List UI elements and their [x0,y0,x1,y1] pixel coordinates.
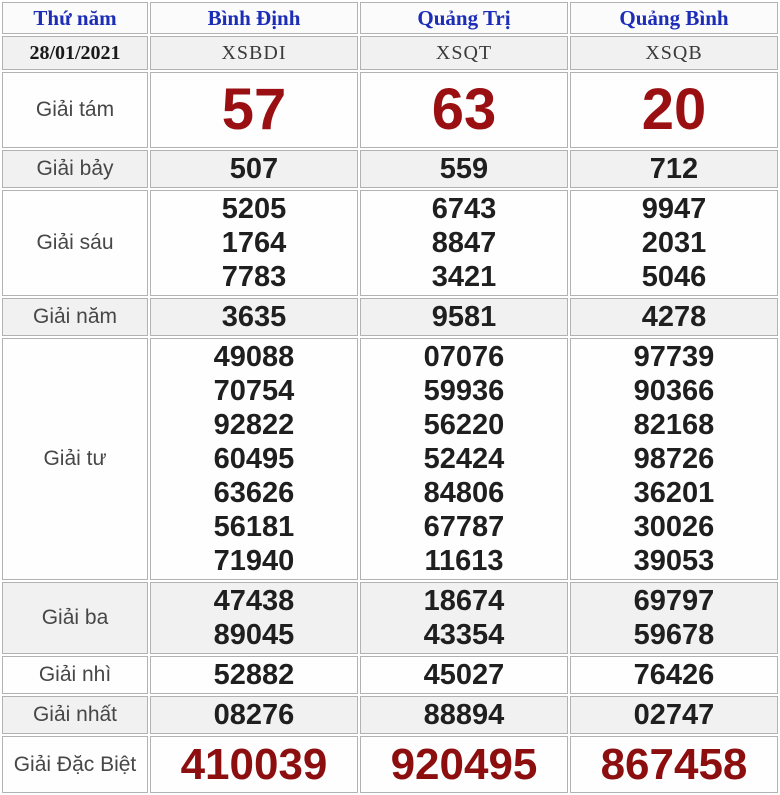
prize-number: 82168 [633,409,715,441]
prize-number: 56181 [213,511,295,543]
prize-numbers-cell [150,696,358,734]
prize-row [2,656,778,694]
prize-number: 59678 [633,619,715,651]
prize-number: 08276 [213,699,295,731]
prize-number: 39053 [633,545,715,577]
prize-label: Giải tám [2,72,148,148]
prize-number: 3421 [431,261,497,293]
prize-numbers-cell [360,656,568,694]
prize-number: 559 [439,153,489,185]
prize-number: 92822 [213,409,295,441]
prize-number: 7783 [221,261,287,293]
prize-label: Giải ba [2,582,148,654]
lottery-code-xsbdi: XSBDI [150,36,358,70]
lottery-code-xsqb: XSQB [570,36,778,70]
province-header-quang-tri: Quảng Trị [360,2,568,34]
prize-numbers-cell [150,298,358,336]
prize-number: 84806 [423,477,505,509]
prize-number: 30026 [633,511,715,543]
prize-number: 8847 [431,227,497,259]
prize-number: 59936 [423,375,505,407]
prize-number: 9581 [431,301,497,333]
prize-number: 9947 [641,193,707,225]
prize-numbers-cell [360,338,568,580]
prize-number: 88894 [423,699,505,731]
prize-label: Giải bảy [2,150,148,188]
prize-number: 507 [229,153,279,185]
prize-number: 867458 [600,740,748,789]
prize-number: 63626 [213,477,295,509]
prize-number: 47438 [213,585,295,617]
prize-number: 5205 [221,193,287,225]
prize-number: 43354 [423,619,505,651]
subheader-row [2,36,778,70]
prize-number: 69797 [633,585,715,617]
prize-number: 36201 [633,477,715,509]
prize-number: 712 [649,153,699,185]
prize-numbers-cell [570,190,778,296]
prize-number: 60495 [213,443,295,475]
prize-numbers-cell [360,298,568,336]
prize-numbers-cell [360,190,568,296]
prize-numbers-cell [570,582,778,654]
prize-number: 2031 [641,227,707,259]
prize-number: 76426 [633,659,715,691]
prize-numbers-cell [570,656,778,694]
prize-numbers-cell [360,150,568,188]
prize-numbers-cell [570,338,778,580]
prize-numbers-cell [360,696,568,734]
prize-label: Giải Đặc Biệt [2,736,148,793]
prize-numbers-cell [150,656,358,694]
prize-number: 6743 [431,193,497,225]
prize-label: Giải tư [2,338,148,580]
prize-number: 5046 [641,261,707,293]
prize-number: 3635 [221,301,287,333]
prize-number: 920495 [390,740,538,789]
prize-row [2,696,778,734]
province-header-quang-binh: Quảng Bình [570,2,778,34]
prize-number: 52424 [423,443,505,475]
prize-number: 07076 [423,341,505,373]
prize-numbers-cell [150,72,358,148]
header-row [2,2,778,34]
prize-label: Giải sáu [2,190,148,296]
prize-number: 56220 [423,409,505,441]
prize-numbers-cell [570,72,778,148]
prize-number: 4278 [641,301,707,333]
prize-numbers-cell [150,736,358,793]
prize-number: 18674 [423,585,505,617]
prize-number: 63 [431,77,497,142]
prize-numbers-cell [570,150,778,188]
prize-row [2,298,778,336]
prize-number: 52882 [213,659,295,691]
prize-number: 02747 [633,699,715,731]
draw-date: 28/01/2021 [2,36,148,70]
prize-number: 70754 [213,375,295,407]
prize-number: 71940 [213,545,295,577]
prize-numbers-cell [360,582,568,654]
lottery-code-xsqt: XSQT [360,36,568,70]
prize-row [2,150,778,188]
prize-numbers-cell [360,736,568,793]
prize-number: 45027 [423,659,505,691]
prize-label: Giải năm [2,298,148,336]
prize-number: 49088 [213,341,295,373]
prize-number: 410039 [180,740,328,789]
prize-number: 57 [221,77,287,142]
province-header-binh-dinh: Bình Định [150,2,358,34]
prize-label: Giải nhì [2,656,148,694]
prize-row [2,338,778,580]
prize-numbers-cell [570,736,778,793]
prize-number: 89045 [213,619,295,651]
prize-numbers-cell [150,190,358,296]
weekday-header: Thứ năm [2,2,148,34]
prize-numbers-cell [150,338,358,580]
results-body [2,72,778,793]
prize-row [2,582,778,654]
prize-row [2,72,778,148]
prize-row [2,736,778,793]
prize-label: Giải nhất [2,696,148,734]
prize-numbers-cell [570,696,778,734]
prize-numbers-cell [570,298,778,336]
prize-number: 90366 [633,375,715,407]
prize-number: 11613 [424,545,504,577]
prize-numbers-cell [150,150,358,188]
prize-numbers-cell [360,72,568,148]
prize-number: 98726 [633,443,715,475]
prize-row [2,190,778,296]
prize-number: 1764 [221,227,287,259]
prize-numbers-cell [150,582,358,654]
prize-number: 97739 [633,341,715,373]
prize-number: 20 [641,77,707,142]
prize-number: 67787 [423,511,505,543]
